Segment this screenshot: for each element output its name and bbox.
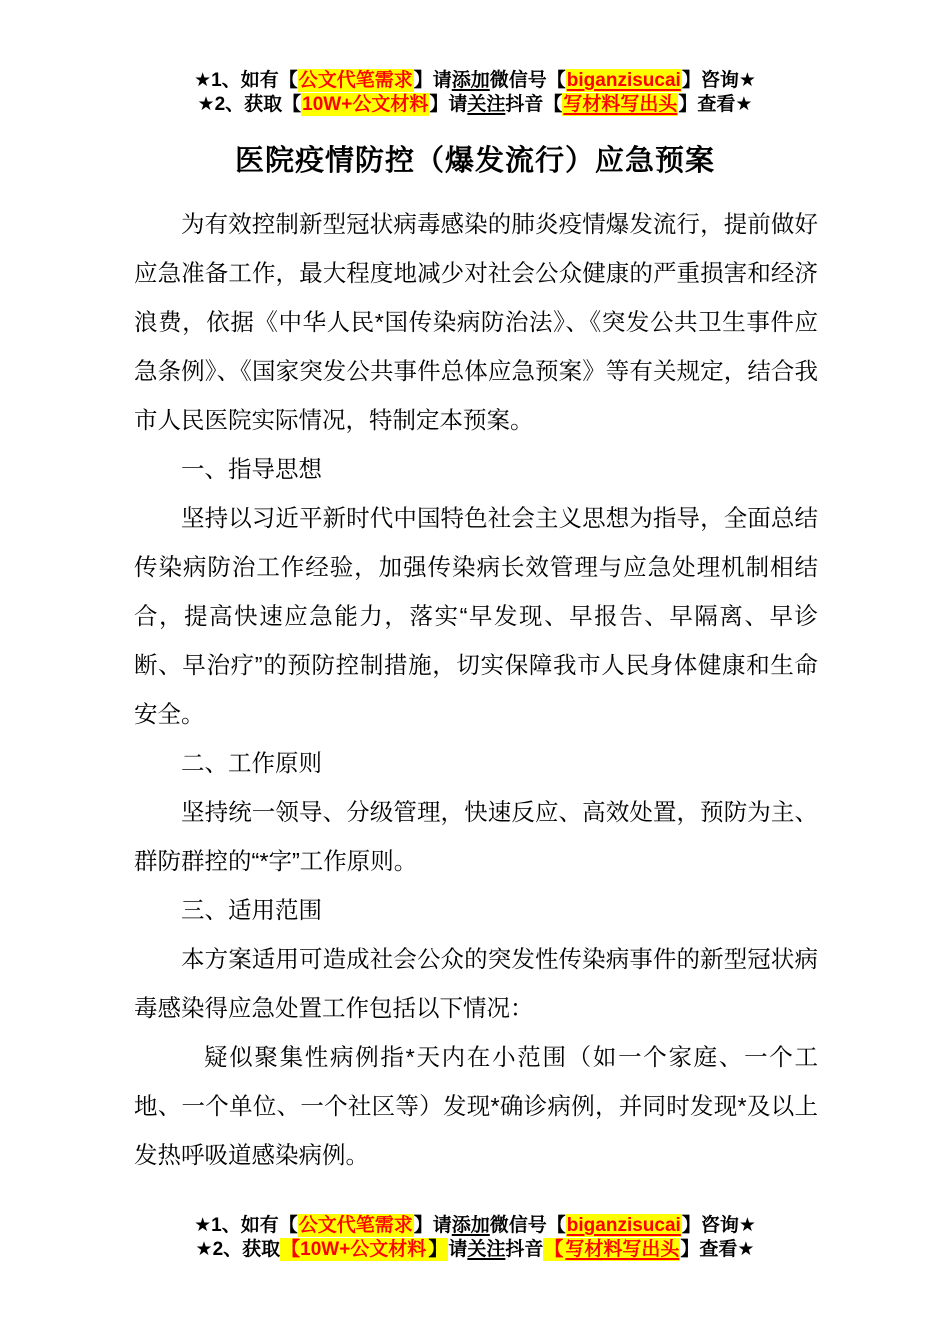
banner-text-segment: 10W+公文材料 [302,94,429,115]
banner-text-segment: 写材料写出头 [563,94,678,115]
footer-banner-line-2 [0,1238,950,1262]
banner-text-segment: 公文代笔需求 [298,1215,413,1236]
document-title: 医院疫情防控（爆发流行）应急预案 [234,145,715,177]
banner-text-segment: 】请 [429,94,468,115]
banner-text-segment: ★2、获取【 [197,94,302,115]
section-heading: 二、工作原则 [181,750,322,776]
banner-text-segment: 】查看★ [680,1239,755,1260]
banner-text-segment: 】请 [413,1215,452,1236]
header-banner-line-1 [0,69,950,93]
footer-banner [0,1214,950,1262]
banner-text-segment: 抖音 [505,1239,544,1260]
banner-text-segment: ★2、获取 [195,1239,281,1260]
banner-text-segment: 微信号【 [489,70,566,91]
banner-text-segment: 】咨询★ [681,1215,756,1236]
banner-text-segment: 】 [428,1239,448,1260]
banner-text-segment: biganzisucai [566,1215,681,1236]
banner-text-segment: 写材料写出头 [565,1239,680,1260]
banner-text-segment: 添加 [451,70,490,91]
document-body [134,200,818,1180]
header-banner [0,69,950,117]
banner-text-segment: 关注 [467,1239,506,1260]
section-heading: 一、指导思想 [181,456,322,482]
body-paragraph: 坚持统一领导、分级管理，快速反应、高效处置，预防为主、群防群控的“*字”工作原则。 [134,799,818,874]
body-paragraph: 本方案适用可造成社会公众的突发性传染病事件的新型冠状病毒感染得应急处置工作包括以下情况： [134,946,818,1021]
banner-text-segment: 【 [544,1239,564,1260]
banner-text-segment: 】咨询★ [681,70,756,91]
banner-text-segment: 公文代笔需求 [298,70,413,91]
banner-text-segment: 请 [448,1239,468,1260]
banner-text-segment: 【10W+公文材料 [281,1239,427,1260]
banner-text-segment: 】请 [413,70,452,91]
banner-text-segment: 抖音【 [505,94,563,115]
footer-banner-line-1 [0,1214,950,1238]
banner-text-segment: biganzisucai [566,70,681,91]
banner-text-segment: 微信号【 [489,1215,566,1236]
banner-text-segment: ★1、如有【 [194,70,298,91]
header-banner-line-2 [0,93,950,117]
banner-text-segment: ★1、如有【 [194,1215,298,1236]
body-paragraph: 疑似聚集性病例指*天内在小范围（如一个家庭、一个工地、一个单位、一个社区等）发现*确诊病例，并同时发现*及以上发热呼吸道感染病例。 [134,1044,818,1168]
section-heading: 三、适用范围 [181,897,322,923]
banner-text-segment: 关注 [467,94,506,115]
banner-text-segment: 添加 [451,1215,490,1236]
body-paragraph: 坚持以习近平新时代中国特色社会主义思想为指导，全面总结传染病防治工作经验，加强传染病长效管理与应急处理机制相结合，提高快速应急能力，落实“早发现、早报告、早隔离、早诊断、早治疗”的预防控制措施，切实保障我市人民身体健康和生命安全。 [134,505,818,727]
banner-text-segment: 】查看★ [678,94,753,115]
body-paragraph: 为有效控制新型冠状病毒感染的肺炎疫情爆发流行，提前做好应急准备工作，最大程度地减少对社会公众健康的严重损害和经济浪费，依据《中华人民*国传染病防治法》、《突发公共卫生事件应急条例》、《国家突发公共事件总体应急预案》等有关规定，结合我市人民医院实际情况，特制定本预案。 [134,211,818,433]
